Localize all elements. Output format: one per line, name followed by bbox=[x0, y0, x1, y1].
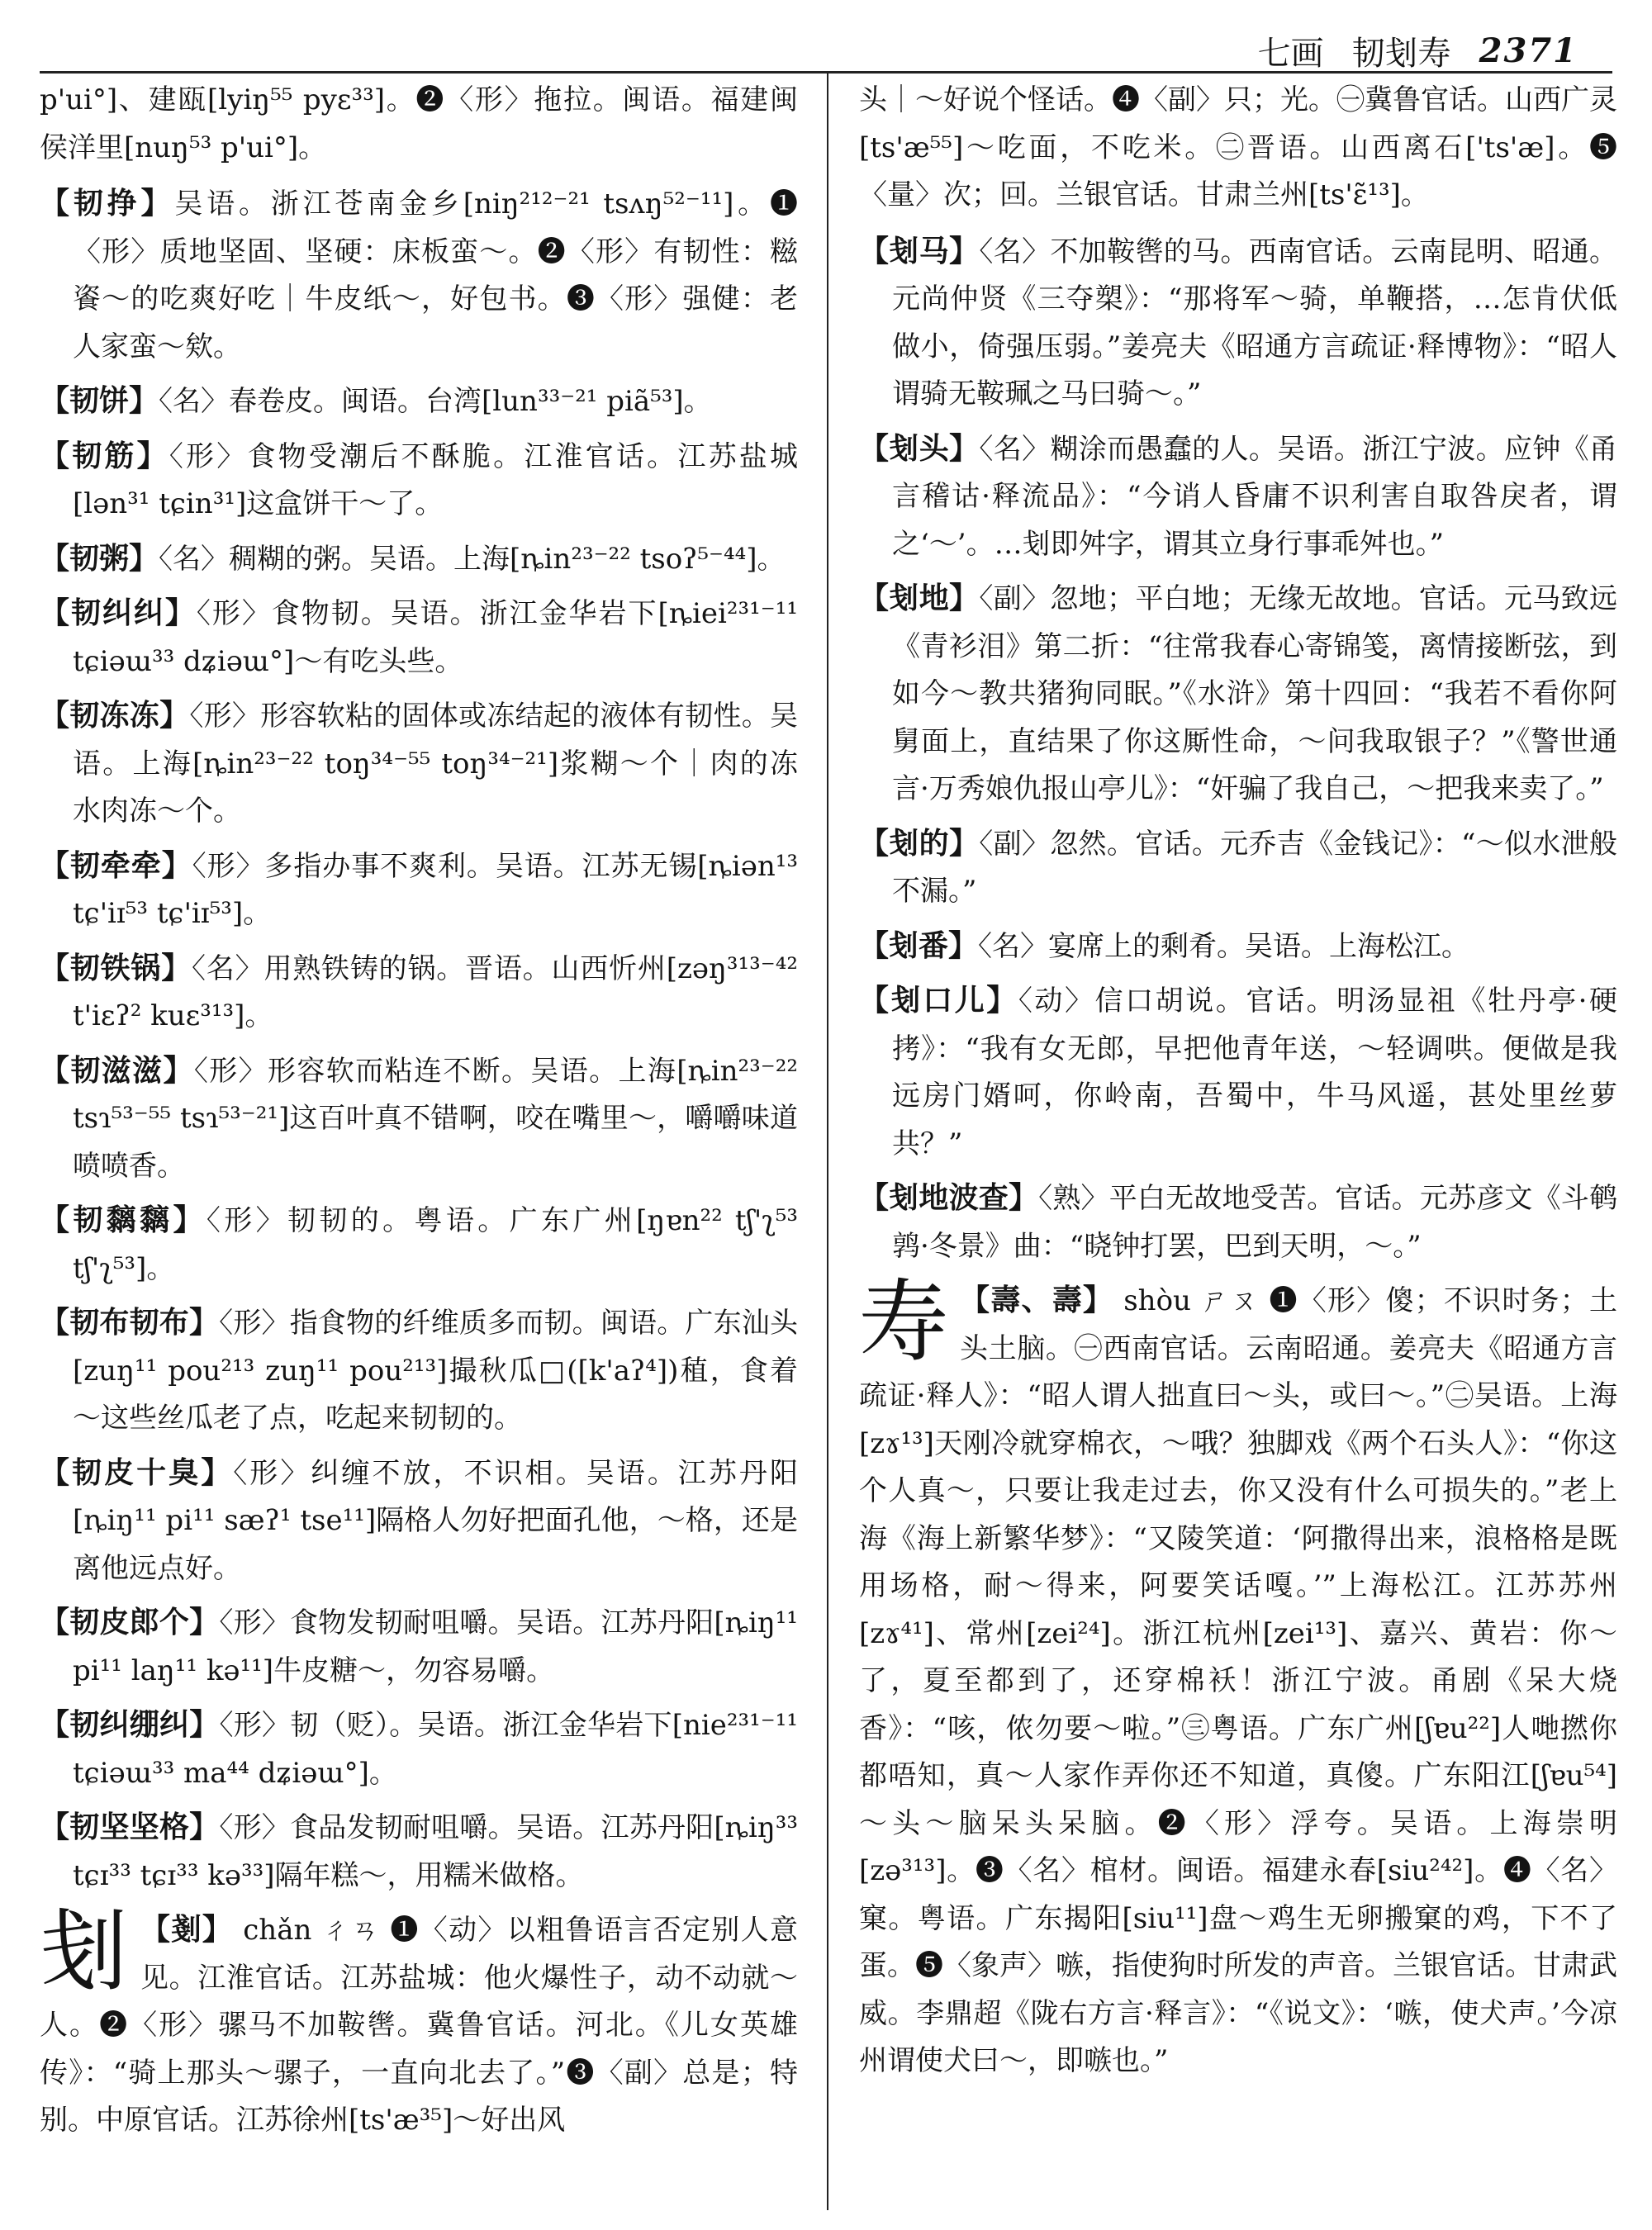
head-character: 寿 bbox=[859, 1271, 949, 1374]
column-divider bbox=[827, 71, 828, 2210]
entry-text: ❶〈动〉以粗鲁语言否定别人意见。江淮官话。江苏盐城：他火爆性子，动不动就～人。❷〈形〉骡马不加鞍辔。冀鲁官话。河北。《儿女英雄传》：“骑上那头～骡子，一直向北去了。”❸〈副〉总是；特别。中原官话。江苏徐州[ts'æ³⁵]～好出风 bbox=[40, 1914, 798, 2137]
entry-headword: 【刬马】 bbox=[859, 233, 980, 268]
entry-text: 〈名〉糊涂而愚蠢的人。吴语。浙江宁波。应钟《甬言稽诂·释流品》：“今诮人昏庸不识利害自取咎戾者，谓之‘～’。…刬即舛字，谓其立身行事乖舛也。” bbox=[892, 432, 1617, 561]
entry-text: 〈形〉食物受潮后不酥脆。江淮官话。江苏盐城[lən³¹ tɕin³¹]这盒饼干～了。 bbox=[73, 439, 798, 520]
dictionary-entry bbox=[40, 1804, 798, 1900]
head-character-entry-shou bbox=[859, 1271, 1617, 2085]
left-column bbox=[40, 76, 798, 2207]
entry-zhuyin: ㄕㄡ bbox=[1200, 1284, 1260, 1317]
dictionary-entry bbox=[40, 1299, 798, 1443]
dictionary-entry bbox=[40, 1197, 798, 1293]
dictionary-entry bbox=[859, 425, 1617, 569]
dictionary-entry bbox=[40, 1701, 798, 1797]
page-number: 2371 bbox=[1479, 31, 1578, 70]
entry-headword: 【韧冻冻】 bbox=[40, 698, 190, 733]
entry-text: p'ui°]、建瓯[lyiŋ⁵⁵ pyɛ³³]。❷〈形〉拖拉。闽语。福建闽侯洋里[nuŋ⁵³ p'ui°]。 bbox=[40, 83, 798, 164]
header-rule bbox=[40, 71, 1612, 74]
right-column bbox=[859, 76, 1617, 2207]
entry-headword: 【刬地波查】 bbox=[859, 1180, 1039, 1215]
entry-text: 〈熟〉平白无故地受苦。官话。元苏彦文《斗鹌鹑·冬景》曲：“晓钟打罢，巴到天明，～。” bbox=[892, 1182, 1617, 1263]
dictionary-entry bbox=[859, 228, 1617, 419]
dictionary-entry bbox=[40, 1047, 798, 1191]
entry-text: 〈形〉食物韧。吴语。浙江金华岩下[ȵiei²³¹⁻¹¹ tɕiəɯ³³ dʑiəɯ°]～有吃头些。 bbox=[73, 597, 798, 678]
head-character-entry-chan bbox=[40, 1900, 798, 2145]
entry-headword: 【韧牵牵】 bbox=[40, 847, 192, 883]
entry-text: 吴语。浙江苍南金乡[niŋ²¹²⁻²¹ tsʌŋ⁵²⁻¹¹]。❶〈形〉质地坚固、坚硬：床板蛮～。❷〈形〉有韧性：糍餈～的吃爽好吃｜牛皮纸～，好包书。❸〈形〉强健：老人家蛮～欸。 bbox=[73, 187, 798, 363]
dictionary-entry bbox=[40, 590, 798, 686]
entry-headword: 【韧滋滋】 bbox=[40, 1052, 194, 1088]
entry-text: ❶〈形〉傻；不识时务；土头土脑。㊀西南官话。云南昭通。姜亮夫《昭通方言疏证·释人》：“昭人谓人拙直曰～头，或曰～。”㊁吴语。上海[zɤ¹³]天刚冷就穿棉衣，～哦？独脚戏《两个石头人》：“你这个人真～，只要让我走过去，你又没有什么可损失的。”老上海《海上新繁华梦》：“又陵笑道：‘阿撒得出来，浪格格是既用场格，耐～得来，阿要笑话嘎。’”上海松江。江苏苏州[zɤ⁴¹]、常州[zei²⁴]。浙江杭州[zei¹³]、嘉兴、黄岩：你～了，夏至都到了，还穿棉袄！浙江宁波。甬剧《呆大烧香》：“咳，侬勿要～啦。”㊂粤语。广东广州[ʃɐu²²]人哋撚你都唔知，真～人家作弄你还不知道，真傻。广东阳江[ʃɐu⁵⁴]～头～脑呆头呆脑。❷〈形〉浮夸。吴语。上海崇明[zə³¹³]。❸〈名〉棺材。闽语。福建永春[siu²⁴²]。❹〈名〉窠。粤语。广东揭阳[siu¹¹]盘～鸡生无卵搬窠的鸡，下不了蛋。❺〈象声〉嗾，指使狗时所发的声音。兰银官话。甘肃武威。李鼎超《陇右方言·释言》：“《说文》：‘嗾，使犬声。’今凉州谓使犬曰～，即嗾也。” bbox=[859, 1284, 1617, 2077]
entry-headword: 【韧皮十臭】 bbox=[40, 1454, 234, 1490]
section-label: 七画 bbox=[1257, 34, 1324, 73]
dictionary-entry bbox=[859, 923, 1617, 971]
entry-headword: 【剗】 bbox=[140, 1912, 234, 1947]
entry-headword: 【刬头】 bbox=[859, 430, 980, 466]
dictionary-entry bbox=[859, 977, 1617, 1168]
entry-zhuyin: ㄔㄢ bbox=[321, 1914, 381, 1947]
entry-headword: 【韧布韧布】 bbox=[40, 1305, 220, 1340]
dictionary-entry bbox=[859, 1174, 1617, 1270]
entry-headword: 【韧筋】 bbox=[40, 438, 169, 473]
entry-text: 〈动〉信口胡说。官话。明汤显祖《牡丹亭·硬拷》：“我有女无郎，早把他青年送，～轻调哄。便做是我远房门婿呵，你岭南，吾蜀中，牛马风遥，甚处里丝萝共？” bbox=[892, 985, 1617, 1160]
dictionary-entry bbox=[40, 180, 798, 371]
entry-pinyin: shòu bbox=[1123, 1284, 1191, 1317]
header-headwords: 韧刬寿 bbox=[1351, 34, 1451, 73]
dictionary-entry bbox=[40, 535, 798, 584]
dictionary-entry bbox=[40, 377, 798, 426]
entry-text: 头｜～好说个怪话。❹〈副〉只；光。㊀冀鲁官话。山西广灵[ts'æ⁵⁵]～吃面，不吃米。㊁晋语。山西离石['ts'æ]。❺〈量〉次；回。兰银官话。甘肃兰州[ts'ɛ̃¹³]。 bbox=[859, 83, 1617, 211]
entry-headword: 【刬的】 bbox=[859, 825, 980, 861]
entry-headword: 【韧铁锅】 bbox=[40, 950, 192, 985]
dictionary-entry bbox=[859, 76, 1617, 220]
entry-headword: 【韧纠纠】 bbox=[40, 595, 197, 630]
entry-text: 〈形〉食品发韧耐咀嚼。吴语。江苏丹阳[ȵiŋ³³ tɕɪ³³ tɕɪ³³ kə³³]隔年糕～，用糯米做格。 bbox=[73, 1811, 798, 1892]
entry-headword: 【壽、壽】 bbox=[960, 1283, 1114, 1317]
entry-headword: 【韧黐黐】 bbox=[40, 1203, 206, 1237]
entry-headword: 【刬口儿】 bbox=[859, 983, 1018, 1018]
entry-headword: 【韧坚坚格】 bbox=[40, 1810, 220, 1844]
dictionary-entry bbox=[859, 575, 1617, 814]
entry-text: 〈形〉韧（贬）。吴语。浙江金华岩下[nie²³¹⁻¹¹ tɕiəɯ³³ ma⁴⁴ dʑiəɯ°]。 bbox=[73, 1709, 798, 1790]
entry-text: 〈形〉形容软粘的固体或冻结起的液体有韧性。吴语。上海[ȵin²³⁻²² toŋ³⁴⁻⁵⁵ toŋ³⁴⁻²¹]浆糊～个｜肉的冻水肉冻～个。 bbox=[73, 700, 798, 828]
dictionary-entry bbox=[40, 433, 798, 529]
entry-text: 〈形〉形容软而粘连不断。吴语。上海[ȵin²³⁻²² tsɿ⁵³⁻⁵⁵ tsɿ⁵³⁻²¹]这百叶真不错啊，咬在嘴里～，嚼嚼味道喷喷香。 bbox=[73, 1054, 798, 1183]
entry-text: 〈名〉稠糊的粥。吴语。上海[ȵin²³⁻²² tsoʔ⁵⁻⁴⁴]。 bbox=[159, 542, 786, 576]
entry-text: 〈名〉春卷皮。闽语。台湾[lun³³⁻²¹ piã⁵³]。 bbox=[159, 385, 712, 418]
entry-text: 〈形〉韧韧的。粤语。广东广州[ŋɐn²² tʃ'ʅ⁵³ tʃ'ʅ⁵³]。 bbox=[73, 1204, 798, 1285]
entry-pinyin: chǎn bbox=[243, 1914, 312, 1947]
entry-headword: 【韧粥】 bbox=[40, 540, 159, 576]
entry-headword: 【刬番】 bbox=[859, 928, 979, 963]
dictionary-entry bbox=[40, 945, 798, 1041]
head-character: 刬 bbox=[40, 1900, 130, 2004]
entry-headword: 【韧饼】 bbox=[40, 383, 159, 418]
entry-text: 〈名〉宴席上的剩肴。吴语。上海松江。 bbox=[978, 929, 1470, 963]
entry-text: 〈形〉食物发韧耐咀嚼。吴语。江苏丹阳[ȵiŋ¹¹ pi¹¹ laŋ¹¹ kə¹¹]牛皮糖～，勿容易嚼。 bbox=[73, 1606, 798, 1687]
dictionary-entry bbox=[40, 842, 798, 938]
entry-headword: 【刬地】 bbox=[859, 581, 980, 615]
dictionary-entry bbox=[40, 76, 798, 172]
dictionary-entry bbox=[40, 1450, 798, 1593]
entry-text: 〈形〉纠缠不放，不识相。吴语。江苏丹阳[ȵiŋ¹¹ pi¹¹ sæʔ¹ tse¹¹]隔格人勿好把面孔他，～格，还是离他远点好。 bbox=[73, 1456, 798, 1585]
entry-text: 〈形〉指食物的纤维质多而韧。闽语。广东汕头[zuŋ¹¹ pou²¹³ zuŋ¹¹ pou²¹³]撮秋瓜□([k'aʔ⁴])稙，食着～这些丝瓜老了点，吃起来韧韧的。 bbox=[73, 1307, 798, 1435]
dictionary-entry bbox=[40, 692, 798, 836]
dictionary-entry bbox=[40, 1599, 798, 1695]
entry-headword: 【韧纠绷纠】 bbox=[40, 1707, 220, 1742]
entry-text: 〈名〉用熟铁铸的锅。晋语。山西忻州[zəŋ³¹³⁻⁴² t'iɛʔ² kuɛ³¹³]。 bbox=[73, 951, 798, 1032]
entry-text: 〈形〉多指办事不爽利。吴语。江苏无锡[ȵiən¹³ tɕ'iɪ⁵³ tɕ'iɪ⁵³]。 bbox=[73, 849, 798, 930]
entry-headword: 【韧挣】 bbox=[40, 186, 175, 221]
entry-text: 〈副〉忽地；平白地；无缘无故地。官话。元马致远《青衫泪》第二折：“往常我春心寄锦笺，离情接断弦，到如今～教共猪狗同眠。”《水浒》第十四回：“我若不看你阿舅面上，直结果了你这厮性命，～问我取银子？”《警世通言·万秀娘仇报山亭儿》：“奸骗了我自己，～把我来卖了。” bbox=[892, 582, 1617, 805]
dictionary-entry bbox=[859, 820, 1617, 916]
entry-headword: 【韧皮郎个】 bbox=[40, 1605, 220, 1639]
entry-text: 〈副〉忽然。官话。元乔吉《金钱记》：“～似水泄般不漏。” bbox=[892, 827, 1617, 908]
entry-text: 〈名〉不加鞍辔的马。西南官话。云南昆明、昭通。元尚仲贤《三夺槊》：“那将军～骑，单鞭搭，…怎肯伏低做小，倚强压弱。”姜亮夫《昭通方言疏证·释博物》：“昭人谓骑无鞍珮之马曰骑～。” bbox=[892, 235, 1617, 410]
